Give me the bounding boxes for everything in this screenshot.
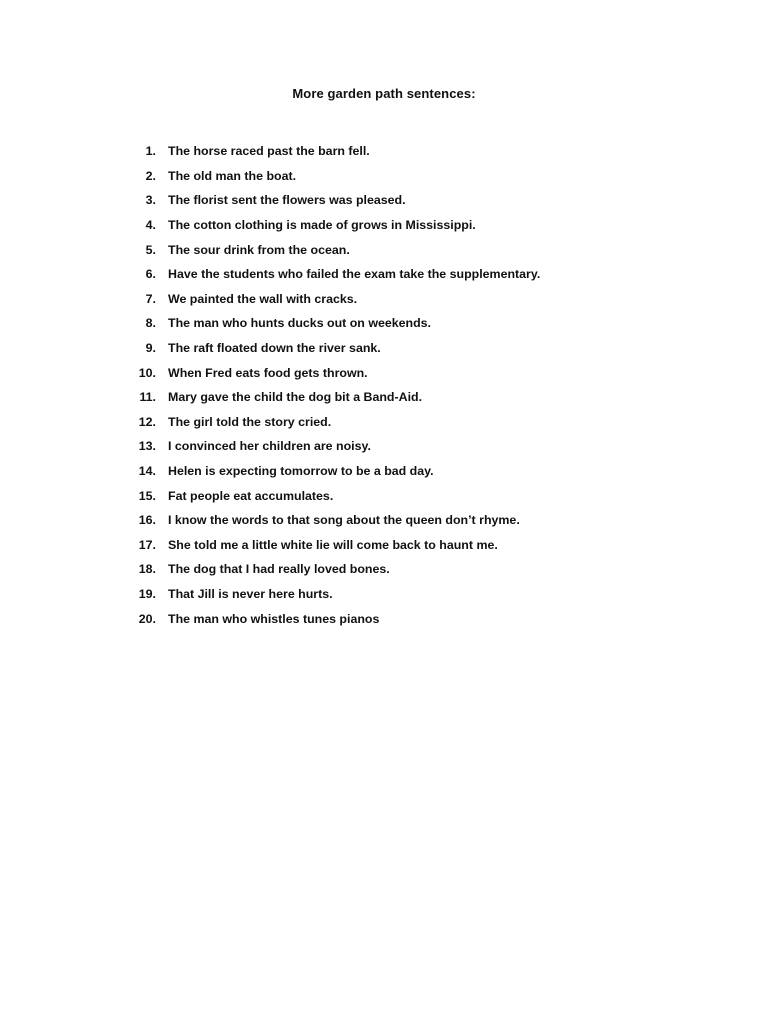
list-item [124, 434, 540, 459]
list-item-number: 9. [145, 341, 156, 356]
list-item-text: The raft floated down the river sank. [168, 341, 381, 356]
list-item-number: 14. [138, 464, 156, 479]
list-item-text: The man who whistles tunes pianos [168, 611, 380, 626]
list-item [124, 483, 540, 508]
list-item-text: We painted the wall with cracks. [168, 291, 358, 306]
list-item-text: Helen is expecting tomorrow to be a bad day. [168, 464, 434, 479]
list-item-number: 2. [145, 168, 156, 183]
list-item [124, 164, 540, 189]
list-item [124, 360, 540, 385]
list-item-text: The girl told the story cried. [168, 414, 332, 429]
list-item-number: 3. [145, 193, 156, 208]
list-item-text: I know the words to that song about the queen don’t rhyme. [168, 513, 520, 528]
list-item-number: 6. [145, 267, 156, 282]
list-item-number: 11. [139, 390, 156, 405]
list-item-text: I convinced her children are noisy. [168, 439, 371, 454]
list-item-number: 15. [138, 488, 156, 503]
list-item-number: 10. [138, 365, 156, 380]
list-item-text: The horse raced past the barn fell. [168, 144, 370, 159]
list-item-number: 17. [138, 537, 156, 552]
list-item [124, 237, 540, 262]
list-item-text: Mary gave the child the dog bit a Band-Aid. [168, 390, 423, 405]
list-item [124, 311, 540, 336]
list-item-text: The florist sent the flowers was pleased. [168, 193, 406, 208]
list-item-number: 7. [145, 291, 156, 306]
list-item-number: 13. [138, 439, 156, 454]
list-item [124, 262, 540, 287]
list-item-number: 16. [138, 513, 156, 528]
list-item-number: 18. [138, 562, 156, 577]
list-item [124, 508, 540, 533]
list-item [124, 606, 540, 631]
list-item-text: The cotton clothing is made of grows in Mississippi. [168, 218, 476, 233]
list-item-text: When Fred eats food gets thrown. [168, 365, 368, 380]
list-item [124, 557, 540, 582]
list-item-number: 5. [145, 242, 156, 257]
list-item-text: The dog that I had really loved bones. [168, 562, 390, 577]
list-item-number: 1. [145, 144, 156, 159]
list-item [124, 385, 540, 410]
list-item-text: She told me a little white lie will come back to haunt me. [168, 537, 498, 552]
list-item-text: Fat people eat accumulates. [168, 488, 334, 503]
list-item-text: The old man the boat. [168, 168, 297, 183]
list-item [124, 287, 540, 312]
list-item [124, 582, 540, 607]
list-item [124, 410, 540, 435]
list-item [124, 459, 540, 484]
list-item [124, 336, 540, 361]
page-title: More garden path sentences: [292, 86, 476, 101]
list-item-number: 19. [138, 586, 156, 601]
list-item [124, 188, 540, 213]
list-item-number: 4. [145, 218, 156, 233]
list-item [124, 533, 540, 558]
sentence-list [124, 139, 540, 631]
list-item-text: That Jill is never here hurts. [168, 586, 333, 601]
list-item-text: Have the students who failed the exam take the supplementary. [168, 267, 541, 282]
list-item [124, 213, 540, 238]
list-item-text: The sour drink from the ocean. [168, 242, 350, 257]
list-item-number: 20. [138, 611, 156, 626]
list-item [124, 139, 540, 164]
list-item-number: 8. [145, 316, 156, 331]
list-item-number: 12. [138, 414, 156, 429]
list-item-text: The man who hunts ducks out on weekends. [168, 316, 431, 331]
